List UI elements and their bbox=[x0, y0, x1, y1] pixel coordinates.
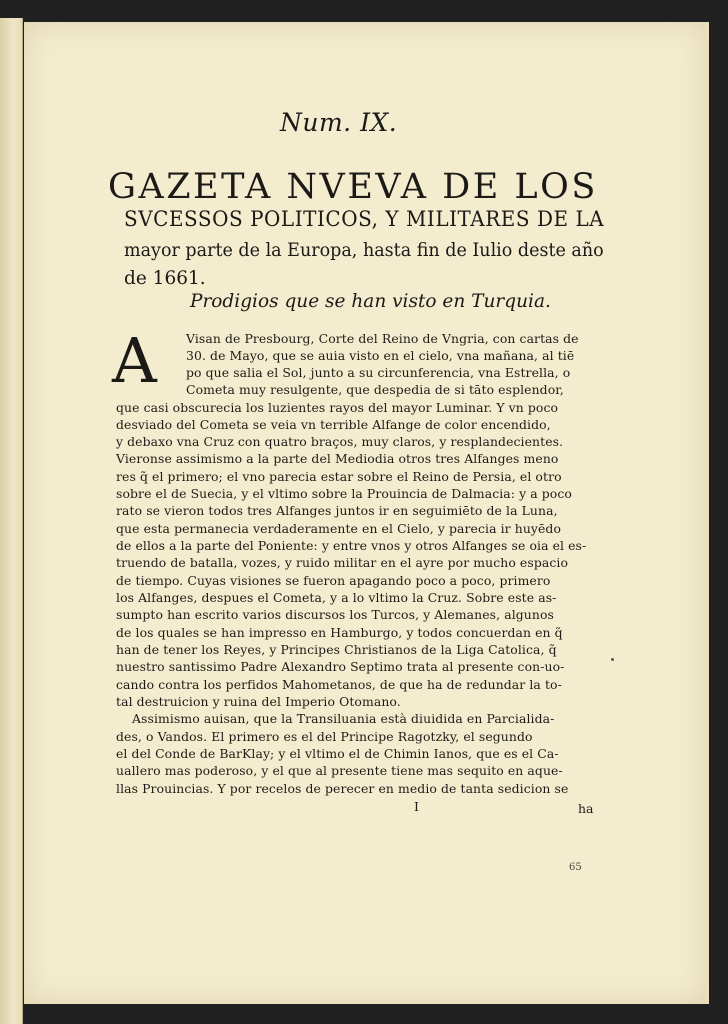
body-line: rato se vieron todos tres Alfanges juntos ir en seguimiēto de la Luna, bbox=[116, 503, 558, 518]
body-line: 30. de Mayo, que se auia visto en el cielo, vna mañana, al tiē bbox=[186, 348, 575, 363]
body-line: Visan de Presbourg, Corte del Reino de Vngria, con cartas de bbox=[186, 331, 579, 346]
body-line: sumpto han escrito varios discursos los Turcos, y Alemanes, algunos bbox=[116, 607, 554, 622]
title-line-4: de 1661. bbox=[124, 268, 206, 289]
body-line: tal destruicion y ruina del Imperio Otomano. bbox=[116, 694, 401, 709]
body-line: cando contra los perfidos Mahometanos, de que ha de redundar la to- bbox=[116, 677, 562, 692]
body-line: de tiempo. Cuyas visiones se fueron apagando poco a poco, primero bbox=[116, 573, 551, 588]
body-line: nuestro santissimo Padre Alexandro Septimo trata al presente con-uo- bbox=[116, 659, 565, 674]
body-line: res q̃ el primero; el vno parecia estar sobre el Reino de Persia, el otro bbox=[116, 469, 562, 484]
body-line: los Alfanges, despues el Cometa, y a lo vltimo la Cruz. Sobre este as- bbox=[116, 590, 557, 605]
title-line-2: SVCESSOS POLITICOS, Y MILITARES DE LA bbox=[124, 207, 605, 232]
body-line: sobre el de Suecia, y el vltimo sobre la Prouincia de Dalmacia: y a poco bbox=[116, 486, 572, 501]
body-line: han de tener los Reyes, y Principes Christianos de la Liga Catolica, q̃ bbox=[116, 642, 557, 657]
body-line: de los quales se han impresso en Hamburgo, y todos concuerdan en q̃ bbox=[116, 625, 563, 640]
ink-speck bbox=[611, 658, 614, 661]
body-line: Vieronse assimismo a la parte del Mediodia otros tres Alfanges meno bbox=[116, 451, 559, 466]
body-line: desviado del Cometa se veia vn terrible Alfange de color encendido, bbox=[116, 417, 551, 432]
body-line: des, o Vandos. El primero es el del Principe Ragotzky, el segundo bbox=[116, 729, 533, 744]
body-line: y debaxo vna Cruz con quatro braços, muy claros, y resplandecientes. bbox=[116, 434, 564, 449]
page-number: 65 bbox=[569, 862, 582, 873]
body-line: llas Prouincias. Y por recelos de perecer en medio de tanta sedicion se bbox=[116, 781, 569, 796]
section-subtitle: Prodigios que se han visto en Turquia. bbox=[190, 291, 551, 312]
title-line-1: GAZETA NVEVA DE LOS bbox=[108, 167, 598, 207]
body-line: Assimismo auisan, que la Transiluania està diuidida en Parcialida- bbox=[132, 711, 555, 726]
body-line: el del Conde de BarKlay; y el vltimo el de Chimin Ianos, que es el Ca- bbox=[116, 746, 559, 761]
drop-cap: A bbox=[112, 324, 157, 397]
left-page-edge bbox=[0, 18, 23, 1024]
body-line: de ellos a la parte del Poniente: y entre vnos y otros Alfanges se oia el es- bbox=[116, 538, 587, 553]
body-line: truendo de batalla, vozes, y ruido militar en el ayre por mucho espacio bbox=[116, 555, 569, 570]
body-line: po que salia el Sol, junto a su circunferencia, vna Estrella, o bbox=[186, 365, 571, 380]
body-line: Cometa muy resulgente, que despedia de si tāto esplendor, bbox=[186, 382, 564, 397]
body-line: que casi obscurecia los luzientes rayos del mayor Luminar. Y vn poco bbox=[116, 400, 559, 415]
issue-number: Num. IX. bbox=[280, 108, 398, 137]
catchword: ha bbox=[578, 801, 594, 816]
body-line: uallero mas poderoso, y el que al presente tiene mas sequito en aque- bbox=[116, 763, 563, 778]
body-line: que esta permanecia verdaderamente en el Cielo, y parecia ir huyēdo bbox=[116, 521, 562, 536]
title-line-3: mayor parte de la Europa, hasta fin de Iulio deste año bbox=[124, 240, 604, 261]
signature-mark: I bbox=[414, 799, 419, 814]
